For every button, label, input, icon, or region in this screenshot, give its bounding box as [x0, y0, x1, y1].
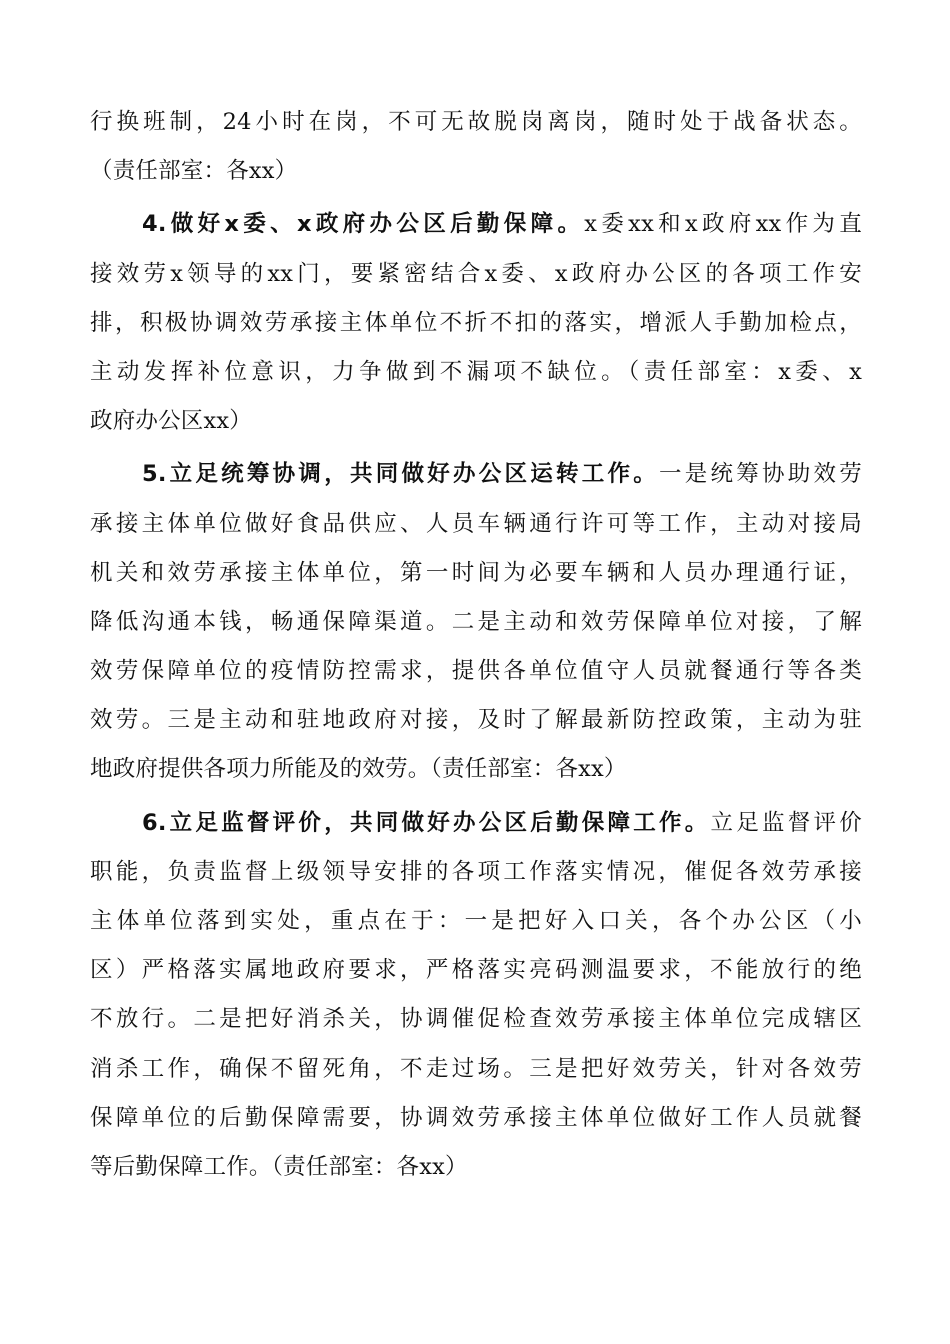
text-line: 降低沟通本钱，畅通保障渠道。二是主动和效劳保障单位对接，了解	[90, 608, 862, 635]
text-line: 保障单位的后勤保障需要，协调效劳承接主体单位做好工作人员就餐	[90, 1104, 862, 1131]
text-line: 机关和效劳承接主体单位，第一时间为必要车辆和人员办理通行证，	[90, 559, 862, 586]
text-line: 效劳。三是主动和驻地政府对接，及时了解最新防控政策，主动为驻	[90, 707, 862, 734]
text-line	[90, 799, 862, 848]
text-line: 主体单位落到实处，重点在于：一是把好入口关，各个办公区（小	[90, 908, 862, 934]
text-line: 消杀工作，确保不留死角，不走过场。三是把好效劳关，针对各效劳	[90, 1055, 862, 1082]
paragraph-heading: 5.立足统筹协调，共同做好办公区运转工作。	[142, 461, 660, 488]
paragraph-6	[90, 799, 862, 1193]
text-line: 承接主体单位做好食品供应、人员车辆通行许可等工作，主动对接局	[90, 510, 862, 537]
document-page	[90, 98, 862, 1192]
text-run: 立足监督评价	[710, 809, 862, 836]
paragraph-5	[90, 450, 862, 794]
text-run: 一是统筹协助效劳	[659, 461, 863, 488]
text-line: 政府办公区xx）	[90, 408, 252, 435]
text-line: 区）严格落实属地政府要求，严格落实亮码测温要求，不能放行的绝	[90, 957, 862, 984]
text-line: 行换班制，24小时在岗，不可无故脱岗离岗，随时处于战备状态。	[90, 109, 862, 135]
text-line: 不放行。二是把好消杀关，协调催促检查效劳承接主体单位完成辖区	[90, 1006, 862, 1033]
paragraph-heading: 4.做好x委、x政府办公区后勤保障。	[142, 211, 585, 238]
paragraph-continuation	[90, 98, 862, 196]
text-line: 职能，负责监督上级领导安排的各项工作落实情况，催促各效劳承接	[90, 858, 862, 885]
text-line: 主动发挥补位意识，力争做到不漏项不缺位。（责任部室：x委、x	[90, 358, 862, 385]
text-line	[90, 450, 862, 499]
text-line: （责任部室：各xx）	[90, 158, 298, 185]
text-line	[90, 200, 862, 249]
text-line: 等后勤保障工作。（责任部室：各xx）	[90, 1153, 468, 1180]
text-run: x委xx和x政府xx作为直	[584, 211, 862, 238]
text-line: 效劳保障单位的疫情防控需求，提供各单位值守人员就餐通行等各类	[90, 658, 862, 685]
text-line: 接效劳x领导的xx门，要紧密结合x委、x政府办公区的各项工作安	[90, 260, 862, 287]
paragraph-4	[90, 200, 862, 446]
paragraph-heading: 6.立足监督评价，共同做好办公区后勤保障工作。	[142, 809, 711, 836]
text-line: 地政府提供各项力所能及的效劳。（责任部室：各xx）	[90, 756, 627, 783]
text-line: 排，积极协调效劳承接主体单位不折不扣的落实，增派人手勤加检点，	[90, 309, 862, 336]
